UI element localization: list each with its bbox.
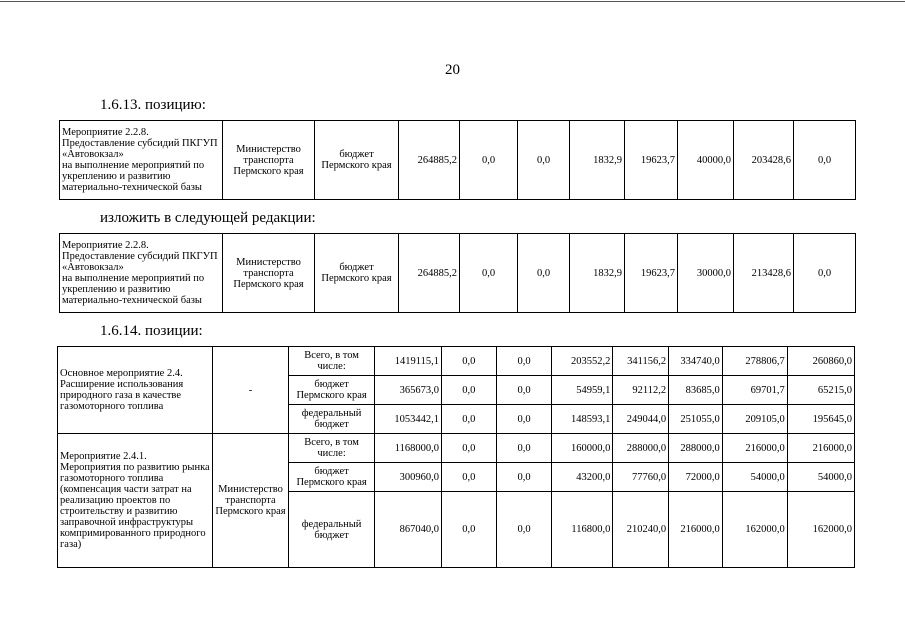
- value-cell: 0,0: [442, 405, 497, 434]
- value-cell: 116800,0: [552, 492, 613, 568]
- table-position-new: [59, 233, 856, 313]
- value-cell: 72000,0: [669, 463, 723, 492]
- value-cell: 54959,1: [552, 376, 613, 405]
- value-cell: 0,0: [460, 234, 518, 313]
- value-cell: 0,0: [496, 463, 552, 492]
- value-cell: 0,0: [794, 234, 856, 313]
- heading-new-edition: изложить в следующей редакции:: [100, 210, 316, 226]
- table-row: [60, 121, 856, 200]
- executor: Министерство транспорта Пермского края: [212, 434, 288, 568]
- measure-name: Мероприятие 2.2.8. Предоставление субсидий ПКГУП «Автовокзал» на выполнение мероприятий по укреплению и развитию материально-технической базы: [60, 121, 223, 200]
- value-cell: 0,0: [442, 434, 497, 463]
- value-cell: 1168000,0: [374, 434, 441, 463]
- value-cell: 365673,0: [374, 376, 441, 405]
- table-row: [60, 234, 856, 313]
- value-cell: 264885,2: [399, 121, 460, 200]
- value-cell: 867040,0: [374, 492, 441, 568]
- value-cell: 54000,0: [787, 463, 854, 492]
- funding-source: федеральный бюджет: [289, 405, 375, 434]
- value-cell: 1832,9: [570, 121, 625, 200]
- table-row: [58, 347, 855, 376]
- value-cell: 19623,7: [625, 234, 678, 313]
- value-cell: 92112,2: [613, 376, 669, 405]
- value-cell: 1419115,1: [374, 347, 441, 376]
- value-cell: 288000,0: [669, 434, 723, 463]
- funding-source: бюджет Пермского края: [315, 121, 399, 200]
- value-cell: 0,0: [460, 121, 518, 200]
- heading-1-6-14: 1.6.14. позиции:: [100, 323, 203, 339]
- value-cell: 249044,0: [613, 405, 669, 434]
- value-cell: 251055,0: [669, 405, 723, 434]
- table-row: [58, 434, 855, 463]
- measure-name: Мероприятие 2.4.1. Мероприятия по развитию рынка газомоторного топлива (компенсация части затрат на реализацию проектов по строительству и развитию заправочной инфраструктуры компримированного природного газа): [58, 434, 213, 568]
- value-cell: 195645,0: [787, 405, 854, 434]
- value-cell: 0,0: [496, 405, 552, 434]
- heading-1-6-13: 1.6.13. позицию:: [100, 97, 206, 113]
- value-cell: 0,0: [518, 234, 570, 313]
- value-cell: 69701,7: [722, 376, 787, 405]
- value-cell: 1053442,1: [374, 405, 441, 434]
- value-cell: 0,0: [496, 434, 552, 463]
- value-cell: 203552,2: [552, 347, 613, 376]
- value-cell: 278806,7: [722, 347, 787, 376]
- executor: Министерство транспорта Пермского края: [223, 121, 315, 200]
- funding-source: Всего, в том числе:: [289, 434, 375, 463]
- value-cell: 213428,6: [734, 234, 794, 313]
- value-cell: 0,0: [442, 492, 497, 568]
- value-cell: 83685,0: [669, 376, 723, 405]
- page-top-border: [0, 1, 905, 2]
- value-cell: 288000,0: [613, 434, 669, 463]
- value-cell: 203428,6: [734, 121, 794, 200]
- value-cell: 162000,0: [787, 492, 854, 568]
- value-cell: 0,0: [794, 121, 856, 200]
- page-number: 20: [445, 62, 460, 78]
- value-cell: 77760,0: [613, 463, 669, 492]
- value-cell: 19623,7: [625, 121, 678, 200]
- executor: -: [212, 347, 288, 434]
- value-cell: 264885,2: [399, 234, 460, 313]
- table-position-old: [59, 120, 856, 200]
- funding-source: федеральный бюджет: [289, 492, 375, 568]
- value-cell: 334740,0: [669, 347, 723, 376]
- value-cell: 160000,0: [552, 434, 613, 463]
- measure-name: Основное мероприятие 2.4. Расширение использования природного газа в качестве газомоторного топлива: [58, 347, 213, 434]
- value-cell: 216000,0: [669, 492, 723, 568]
- value-cell: 300960,0: [374, 463, 441, 492]
- value-cell: 216000,0: [787, 434, 854, 463]
- executor: Министерство транспорта Пермского края: [223, 234, 315, 313]
- value-cell: 0,0: [518, 121, 570, 200]
- value-cell: 209105,0: [722, 405, 787, 434]
- value-cell: 43200,0: [552, 463, 613, 492]
- value-cell: 54000,0: [722, 463, 787, 492]
- value-cell: 0,0: [496, 376, 552, 405]
- funding-source: Всего, в том числе:: [289, 347, 375, 376]
- value-cell: 216000,0: [722, 434, 787, 463]
- value-cell: 1832,9: [570, 234, 625, 313]
- funding-source: бюджет Пермского края: [315, 234, 399, 313]
- value-cell: 0,0: [496, 347, 552, 376]
- value-cell: 341156,2: [613, 347, 669, 376]
- value-cell: 0,0: [496, 492, 552, 568]
- value-cell: 0,0: [442, 347, 497, 376]
- value-cell: 65215,0: [787, 376, 854, 405]
- value-cell: 260860,0: [787, 347, 854, 376]
- funding-source: бюджет Пермского края: [289, 376, 375, 405]
- table-positions-2-4: [57, 346, 855, 568]
- value-cell: 40000,0: [678, 121, 734, 200]
- value-cell: 162000,0: [722, 492, 787, 568]
- value-cell: 30000,0: [678, 234, 734, 313]
- value-cell: 210240,0: [613, 492, 669, 568]
- measure-name: Мероприятие 2.2.8. Предоставление субсидий ПКГУП «Автовокзал» на выполнение мероприятий по укреплению и развитию материально-технической базы: [60, 234, 223, 313]
- value-cell: 0,0: [442, 463, 497, 492]
- funding-source: бюджет Пермского края: [289, 463, 375, 492]
- value-cell: 0,0: [442, 376, 497, 405]
- value-cell: 148593,1: [552, 405, 613, 434]
